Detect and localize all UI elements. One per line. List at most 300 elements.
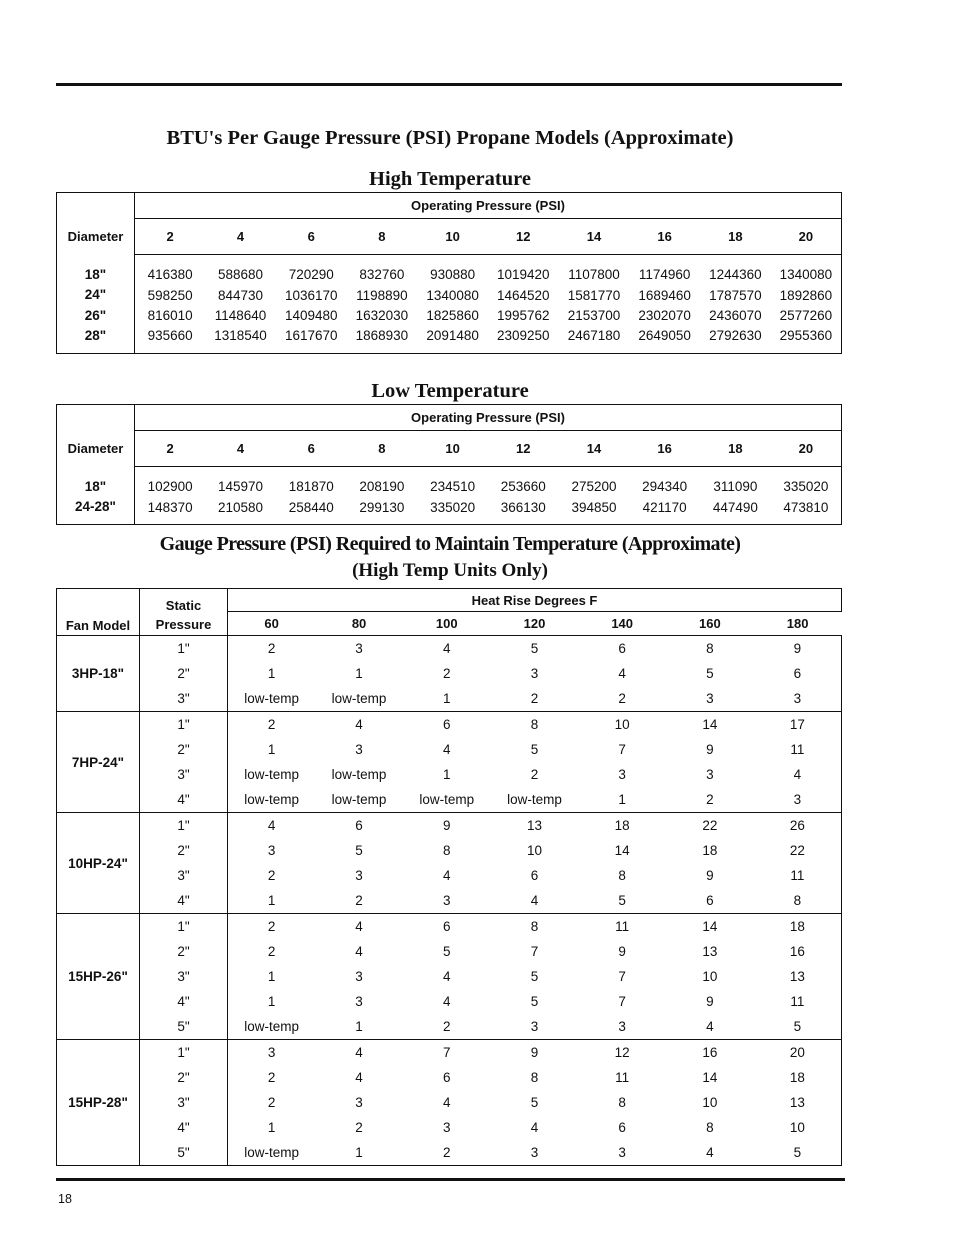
gauge-value-cell: 3 [754, 787, 842, 813]
gauge-value-cell: 3 [754, 686, 842, 712]
pressure-header-cell: 12 [488, 431, 559, 467]
btu-value-column [559, 467, 630, 525]
static-pressure-cell: 1" [140, 1040, 228, 1066]
static-pressure-cell: 4" [140, 989, 228, 1014]
gauge-value-cell: 14 [702, 1070, 718, 1085]
gauge-value-cell: 4 [443, 868, 451, 883]
heat-rise-value: 180 [754, 612, 842, 636]
gauge-row [57, 1014, 842, 1040]
gauge-row [57, 1115, 842, 1140]
gauge-value-cell: low-temp [244, 767, 299, 782]
gauge-value-cell: 1 [267, 893, 276, 908]
btu-value-column [276, 467, 347, 525]
static-pressure-cell: 1" [140, 636, 228, 662]
btu-value: 2302070 [638, 308, 691, 323]
gauge-pressure-table [56, 588, 842, 1166]
gauge-value-cell: 11 [754, 863, 842, 888]
gauge-value-cell: 4 [355, 1070, 363, 1085]
btu-value: 1464520 [497, 287, 550, 303]
fan-model-cell: 10HP-24" [57, 813, 140, 914]
btu-value-column [347, 255, 418, 354]
gauge-value-cell: low-temp [244, 1019, 299, 1034]
btu-value-column [559, 255, 630, 354]
pressure-header-row [57, 431, 842, 467]
gauge-value-cell: 5 [706, 666, 714, 681]
gauge-value-cell: 3 [443, 1120, 451, 1135]
btu-value: 1632030 [355, 308, 409, 323]
btu-value: 1340080 [779, 267, 833, 283]
btu-value: 1019420 [497, 267, 550, 283]
gauge-value-cell: 5 [754, 1014, 842, 1040]
pressure-header-cell: 8 [347, 431, 418, 467]
btu-value-column [700, 467, 771, 525]
static-pressure-header [140, 589, 228, 636]
gauge-value-cell: 4 [754, 762, 842, 787]
gauge-subtitle: (High Temp Units Only) [352, 560, 548, 581]
btu-value-column [488, 467, 559, 525]
gauge-value-cell: 3 [355, 969, 363, 984]
btu-value: 1198890 [356, 287, 408, 303]
pressure-header-cell: 18 [700, 219, 771, 255]
gauge-value-cell: 2 [355, 893, 363, 908]
btu-value: 1409480 [284, 308, 338, 323]
pressure-header-cell: 2 [135, 431, 206, 467]
diameter-column [57, 255, 135, 354]
gauge-row [57, 661, 842, 686]
gauge-value-cell: low-temp [244, 792, 299, 807]
btu-value: 473810 [783, 499, 829, 515]
static-pressure-cell: 3" [140, 686, 228, 712]
gauge-value-cell: 5 [530, 742, 539, 757]
static-pressure-cell: 2" [140, 661, 228, 686]
gauge-value-cell: 4 [706, 1019, 714, 1034]
diameter-column [57, 467, 135, 525]
gauge-value-cell: 10 [754, 1115, 842, 1140]
gauge-value-cell: 11 [615, 1070, 630, 1085]
gauge-value-cell: 3 [706, 767, 714, 782]
btu-value: 335020 [430, 499, 476, 515]
pressure-header-cell: 6 [276, 431, 347, 467]
gauge-row [57, 1140, 842, 1166]
btu-value: 2649050 [638, 328, 691, 344]
gauge-row [57, 737, 842, 762]
btu-value: 421170 [642, 499, 687, 515]
gauge-value-cell: 1 [267, 1120, 276, 1135]
static-pressure-cell: 4" [140, 888, 228, 914]
static-pressure-cell: 4" [140, 1115, 228, 1140]
btu-value-column [629, 467, 700, 525]
gauge-value-cell: 2 [228, 914, 316, 940]
gauge-value-cell: 9 [706, 994, 714, 1009]
gauge-value-cell: 6 [706, 893, 714, 908]
btu-value-column [205, 255, 276, 354]
heat-rise-value: 80 [315, 612, 403, 636]
diameter-value: 24" [84, 287, 107, 303]
gauge-value-cell: 11 [754, 989, 842, 1014]
gauge-value-cell: 3 [267, 843, 276, 858]
gauge-value-cell: 2 [267, 1095, 276, 1110]
gauge-value-cell: 8 [666, 636, 754, 662]
gauge-value-cell: 2 [228, 636, 316, 662]
gauge-value-cell: 9 [754, 636, 842, 662]
gauge-value-cell: 10 [702, 969, 718, 984]
gauge-value-cell: 1 [267, 666, 276, 681]
btu-value: 210580 [218, 499, 264, 515]
gauge-value-cell: 5 [530, 969, 539, 984]
gauge-value-cell: 18 [578, 813, 666, 839]
gauge-value-cell: 8 [491, 914, 579, 940]
btu-value: 1340080 [426, 287, 479, 303]
gauge-value-cell: 1 [443, 691, 451, 706]
pressure-header-cell: 18 [700, 431, 771, 467]
btu-value: 1617670 [284, 328, 338, 344]
gauge-value-cell: 4 [403, 636, 491, 662]
low-temp-table [56, 404, 842, 525]
pressure-header-cell: 4 [205, 219, 276, 255]
gauge-value-cell: low-temp [244, 1145, 299, 1160]
btu-value-column [205, 467, 276, 525]
btu-body-row [57, 255, 842, 354]
btu-value: 816010 [147, 308, 193, 323]
gauge-value-cell: 7 [618, 742, 626, 757]
gauge-value-cell: 6 [403, 914, 491, 940]
gauge-value-cell: 11 [578, 914, 666, 940]
gauge-value-cell: 3 [355, 868, 363, 883]
diameter-value: 26" [84, 307, 107, 323]
btu-value: 447490 [712, 499, 758, 515]
btu-value: 2309250 [497, 328, 550, 344]
gauge-value-cell: 22 [666, 813, 754, 839]
gauge-value-cell: 1 [355, 1145, 363, 1160]
gauge-row [57, 636, 842, 662]
pressure-header-cell: 10 [417, 431, 488, 467]
btu-value: 335020 [783, 479, 829, 495]
gauge-value-cell: 9 [618, 944, 626, 959]
gauge-value-cell: 5 [530, 994, 539, 1009]
static-pressure-cell: 3" [140, 863, 228, 888]
btu-value: 844730 [218, 287, 264, 303]
gauge-value-cell: 5 [443, 944, 451, 959]
heat-rise-value: 60 [228, 612, 316, 636]
btu-value: 935660 [147, 328, 193, 344]
heat-rise-value: 140 [578, 612, 666, 636]
btu-value-column [700, 255, 771, 354]
btu-value: 930880 [430, 267, 476, 283]
gauge-value-cell: 20 [754, 1040, 842, 1066]
gauge-row [57, 712, 842, 738]
gauge-value-cell: 14 [614, 843, 630, 858]
gauge-value-cell: 10 [702, 1095, 718, 1110]
static-pressure-cell: 5" [140, 1014, 228, 1040]
gauge-value-cell: 6 [618, 1120, 626, 1135]
static-pressure-cell: 1" [140, 712, 228, 738]
fan-model-header: Fan Model [57, 589, 140, 636]
btu-value: 102900 [147, 479, 193, 495]
gauge-value-cell: low-temp [331, 767, 387, 782]
btu-value: 394850 [571, 499, 617, 515]
gauge-title: Gauge Pressure (PSI) Required to Maintain Temperature (Approximate) [159, 533, 741, 555]
gauge-value-cell: 1 [267, 742, 276, 757]
heat-rise-value: 120 [491, 612, 579, 636]
pressure-header-cell: 2 [135, 219, 206, 255]
fan-model-cell: 7HP-24" [57, 712, 140, 813]
pressure-header-cell: 14 [559, 431, 630, 467]
gauge-value-cell: 4 [315, 1040, 403, 1066]
gauge-value-cell: 18 [754, 914, 842, 940]
gauge-value-cell: 4 [530, 893, 539, 908]
gauge-value-cell: 4 [443, 969, 451, 984]
gauge-value-cell: 8 [754, 888, 842, 914]
static-label-line1: Static [165, 598, 202, 613]
btu-value-column [276, 255, 347, 354]
btu-value: 1036170 [284, 287, 338, 303]
gauge-value-cell: 3 [443, 893, 451, 908]
gauge-value-cell: 14 [666, 712, 754, 738]
pressure-header-row [57, 219, 842, 255]
gauge-value-cell: 6 [443, 1070, 451, 1085]
gauge-value-cell: 22 [754, 838, 842, 863]
gauge-value-cell: 2 [618, 691, 626, 706]
operating-pressure-header: Operating Pressure (PSI) [135, 193, 842, 219]
btu-value: 598250 [147, 287, 193, 303]
gauge-value-cell: 6 [530, 868, 539, 883]
gauge-value-cell: 1 [355, 666, 363, 681]
gauge-value-cell: low-temp [244, 691, 299, 706]
gauge-value-cell: 3 [530, 1019, 539, 1034]
gauge-row [57, 813, 842, 839]
gauge-value-cell: 2 [228, 712, 316, 738]
btu-value: 148370 [147, 499, 193, 515]
btu-value: 1825860 [426, 308, 479, 323]
btu-value: 2467180 [567, 328, 621, 344]
gauge-value-cell: 3 [530, 666, 539, 681]
btu-value: 1148640 [214, 308, 267, 323]
btu-value: 258440 [288, 499, 334, 515]
btu-value-column [417, 255, 488, 354]
pressure-header-cell: 14 [559, 219, 630, 255]
gauge-value-cell: 6 [315, 813, 403, 839]
pressure-header-cell: 12 [488, 219, 559, 255]
btu-value-column [347, 467, 418, 525]
btu-value: 720290 [288, 267, 334, 283]
diameter-value: 28" [84, 328, 107, 344]
btu-value: 275200 [571, 479, 617, 495]
gauge-value-cell: 8 [618, 868, 626, 883]
gauge-value-cell: 2 [443, 1145, 451, 1160]
btu-value: 1787570 [709, 287, 762, 303]
gauge-value-cell: 2 [443, 666, 451, 681]
gauge-row [57, 914, 842, 940]
static-label-line2: Pressure [155, 617, 212, 632]
gauge-value-cell: 10 [526, 843, 542, 858]
gauge-value-cell: 4 [315, 914, 403, 940]
diameter-header: Diameter [57, 193, 135, 255]
gauge-row [57, 838, 842, 863]
btu-value: 311090 [713, 479, 758, 495]
btu-value: 253660 [500, 479, 546, 495]
gauge-value-cell: 7 [618, 994, 626, 1009]
gauge-value-cell: 7 [403, 1040, 491, 1066]
gauge-row [57, 888, 842, 914]
static-pressure-cell: 2" [140, 838, 228, 863]
gauge-value-cell: low-temp [419, 792, 475, 807]
btu-value: 2091480 [426, 328, 479, 344]
gauge-value-cell: 9 [403, 813, 491, 839]
gauge-value-cell: 13 [702, 944, 718, 959]
gauge-value-cell: low-temp [507, 792, 562, 807]
fan-model-cell: 15HP-28" [57, 1040, 140, 1166]
gauge-value-cell: 7 [618, 969, 626, 984]
gauge-row [57, 1065, 842, 1090]
bottom-rule [56, 1178, 845, 1181]
btu-value-column [629, 255, 700, 354]
static-pressure-cell: 1" [140, 813, 228, 839]
gauge-value-cell: 13 [754, 964, 842, 989]
gauge-value-cell: 9 [706, 868, 714, 883]
static-pressure-cell: 3" [140, 964, 228, 989]
gauge-value-cell: 2 [443, 1019, 451, 1034]
gauge-value-cell: 3 [618, 1145, 626, 1160]
gauge-value-cell: 13 [754, 1090, 842, 1115]
gauge-value-cell: 5 [754, 1140, 842, 1166]
gauge-value-cell: 3 [530, 1145, 539, 1160]
heat-rise-header: Heat Rise Degrees F [228, 589, 842, 612]
gauge-value-cell: 18 [702, 843, 718, 858]
gauge-value-cell: 4 [443, 1095, 451, 1110]
diameter-header: Diameter [57, 405, 135, 467]
gauge-value-cell: 5 [355, 843, 363, 858]
btu-value-column [135, 467, 206, 525]
btu-value: 1107800 [568, 267, 620, 283]
btu-value: 2792630 [709, 328, 762, 344]
main-title: BTU's Per Gauge Pressure (PSI) Propane Models (Approximate) [166, 127, 734, 149]
gauge-value-cell: 2 [267, 944, 276, 959]
btu-value-column [135, 255, 206, 354]
fan-model-cell: 15HP-26" [57, 914, 140, 1040]
static-pressure-cell: 2" [140, 1065, 228, 1090]
static-pressure-cell: 3" [140, 762, 228, 787]
gauge-value-cell: 9 [491, 1040, 579, 1066]
fan-model-cell: 3HP-18" [57, 636, 140, 712]
static-pressure-cell: 5" [140, 1140, 228, 1166]
btu-value: 1892860 [779, 287, 833, 303]
gauge-value-cell: 2 [530, 691, 539, 706]
gauge-value-cell: 1 [267, 969, 276, 984]
diameter-value: 18" [84, 266, 107, 282]
top-rule [56, 83, 842, 86]
gauge-row [57, 1040, 842, 1066]
btu-value: 2436070 [709, 308, 762, 323]
gauge-value-cell: 18 [754, 1065, 842, 1090]
btu-value: 2577260 [779, 308, 833, 323]
gauge-value-cell: 1 [443, 767, 451, 782]
gauge-row [57, 686, 842, 712]
btu-value: 181870 [288, 479, 334, 495]
low-temp-title: Low Temperature [371, 380, 529, 402]
btu-value: 416380 [147, 267, 193, 283]
btu-value-column [488, 255, 559, 354]
gauge-value-cell: 8 [530, 1070, 539, 1085]
gauge-value-cell: 2 [355, 1120, 363, 1135]
high-temp-table [56, 192, 842, 354]
gauge-value-cell: low-temp [331, 691, 387, 706]
gauge-value-cell: 1 [267, 994, 276, 1009]
diameter-value: 18" [84, 478, 107, 494]
gauge-row [57, 964, 842, 989]
gauge-value-cell: 6 [578, 636, 666, 662]
gauge-value-cell: 3 [618, 1019, 626, 1034]
gauge-value-cell: 3 [355, 742, 363, 757]
gauge-value-cell: 4 [315, 712, 403, 738]
gauge-value-cell: 17 [754, 712, 842, 738]
gauge-value-cell: low-temp [331, 792, 387, 807]
gauge-value-cell: 5 [530, 1095, 539, 1110]
gauge-value-cell: 2 [267, 868, 276, 883]
static-pressure-cell: 1" [140, 914, 228, 940]
btu-value: 1581770 [567, 287, 621, 303]
btu-value: 234510 [430, 479, 476, 495]
gauge-value-cell: 16 [666, 1040, 754, 1066]
gauge-value-cell: 4 [443, 994, 451, 1009]
gauge-value-cell: 1 [618, 792, 626, 807]
gauge-value-cell: 2 [706, 792, 714, 807]
btu-value-column [771, 467, 842, 525]
pressure-header-cell: 8 [347, 219, 418, 255]
btu-value: 832760 [359, 267, 405, 283]
gauge-value-cell: 5 [618, 893, 626, 908]
btu-value: 1318540 [214, 328, 267, 344]
gauge-value-cell: 16 [754, 939, 842, 964]
page-number: 18 [58, 1192, 72, 1206]
heat-rise-value: 100 [403, 612, 491, 636]
btu-value: 2955360 [779, 328, 833, 344]
btu-value-column [417, 467, 488, 525]
gauge-value-cell: 7 [530, 944, 539, 959]
gauge-value-cell: 26 [754, 813, 842, 839]
btu-value: 1868930 [355, 328, 409, 344]
gauge-value-cell: 3 [355, 994, 363, 1009]
gauge-row [57, 762, 842, 787]
static-pressure-cell: 4" [140, 787, 228, 813]
btu-value: 1244360 [709, 267, 762, 283]
gauge-value-cell: 3 [706, 691, 714, 706]
gauge-value-cell: 2 [267, 1070, 276, 1085]
btu-value: 366130 [500, 499, 546, 515]
gauge-value-cell: 9 [706, 742, 714, 757]
btu-value: 208190 [359, 479, 405, 495]
gauge-row [57, 1090, 842, 1115]
pressure-header-cell: 4 [205, 431, 276, 467]
gauge-value-cell: 1 [355, 1019, 363, 1034]
static-pressure-cell: 2" [140, 939, 228, 964]
btu-value: 294340 [642, 479, 688, 495]
gauge-value-cell: 10 [578, 712, 666, 738]
btu-value: 145970 [218, 479, 264, 495]
gauge-value-cell: 3 [355, 1095, 363, 1110]
btu-value-column [771, 255, 842, 354]
pressure-header-cell: 10 [417, 219, 488, 255]
gauge-row [57, 989, 842, 1014]
btu-value: 1995762 [497, 308, 550, 323]
gauge-value-cell: 3 [228, 1040, 316, 1066]
gauge-value-cell: 5 [491, 636, 579, 662]
pressure-header-cell: 16 [629, 219, 700, 255]
gauge-row [57, 939, 842, 964]
gauge-value-cell: 8 [706, 1120, 714, 1135]
gauge-value-cell: 8 [443, 843, 451, 858]
gauge-value-cell: 11 [754, 737, 842, 762]
gauge-value-cell: 12 [578, 1040, 666, 1066]
